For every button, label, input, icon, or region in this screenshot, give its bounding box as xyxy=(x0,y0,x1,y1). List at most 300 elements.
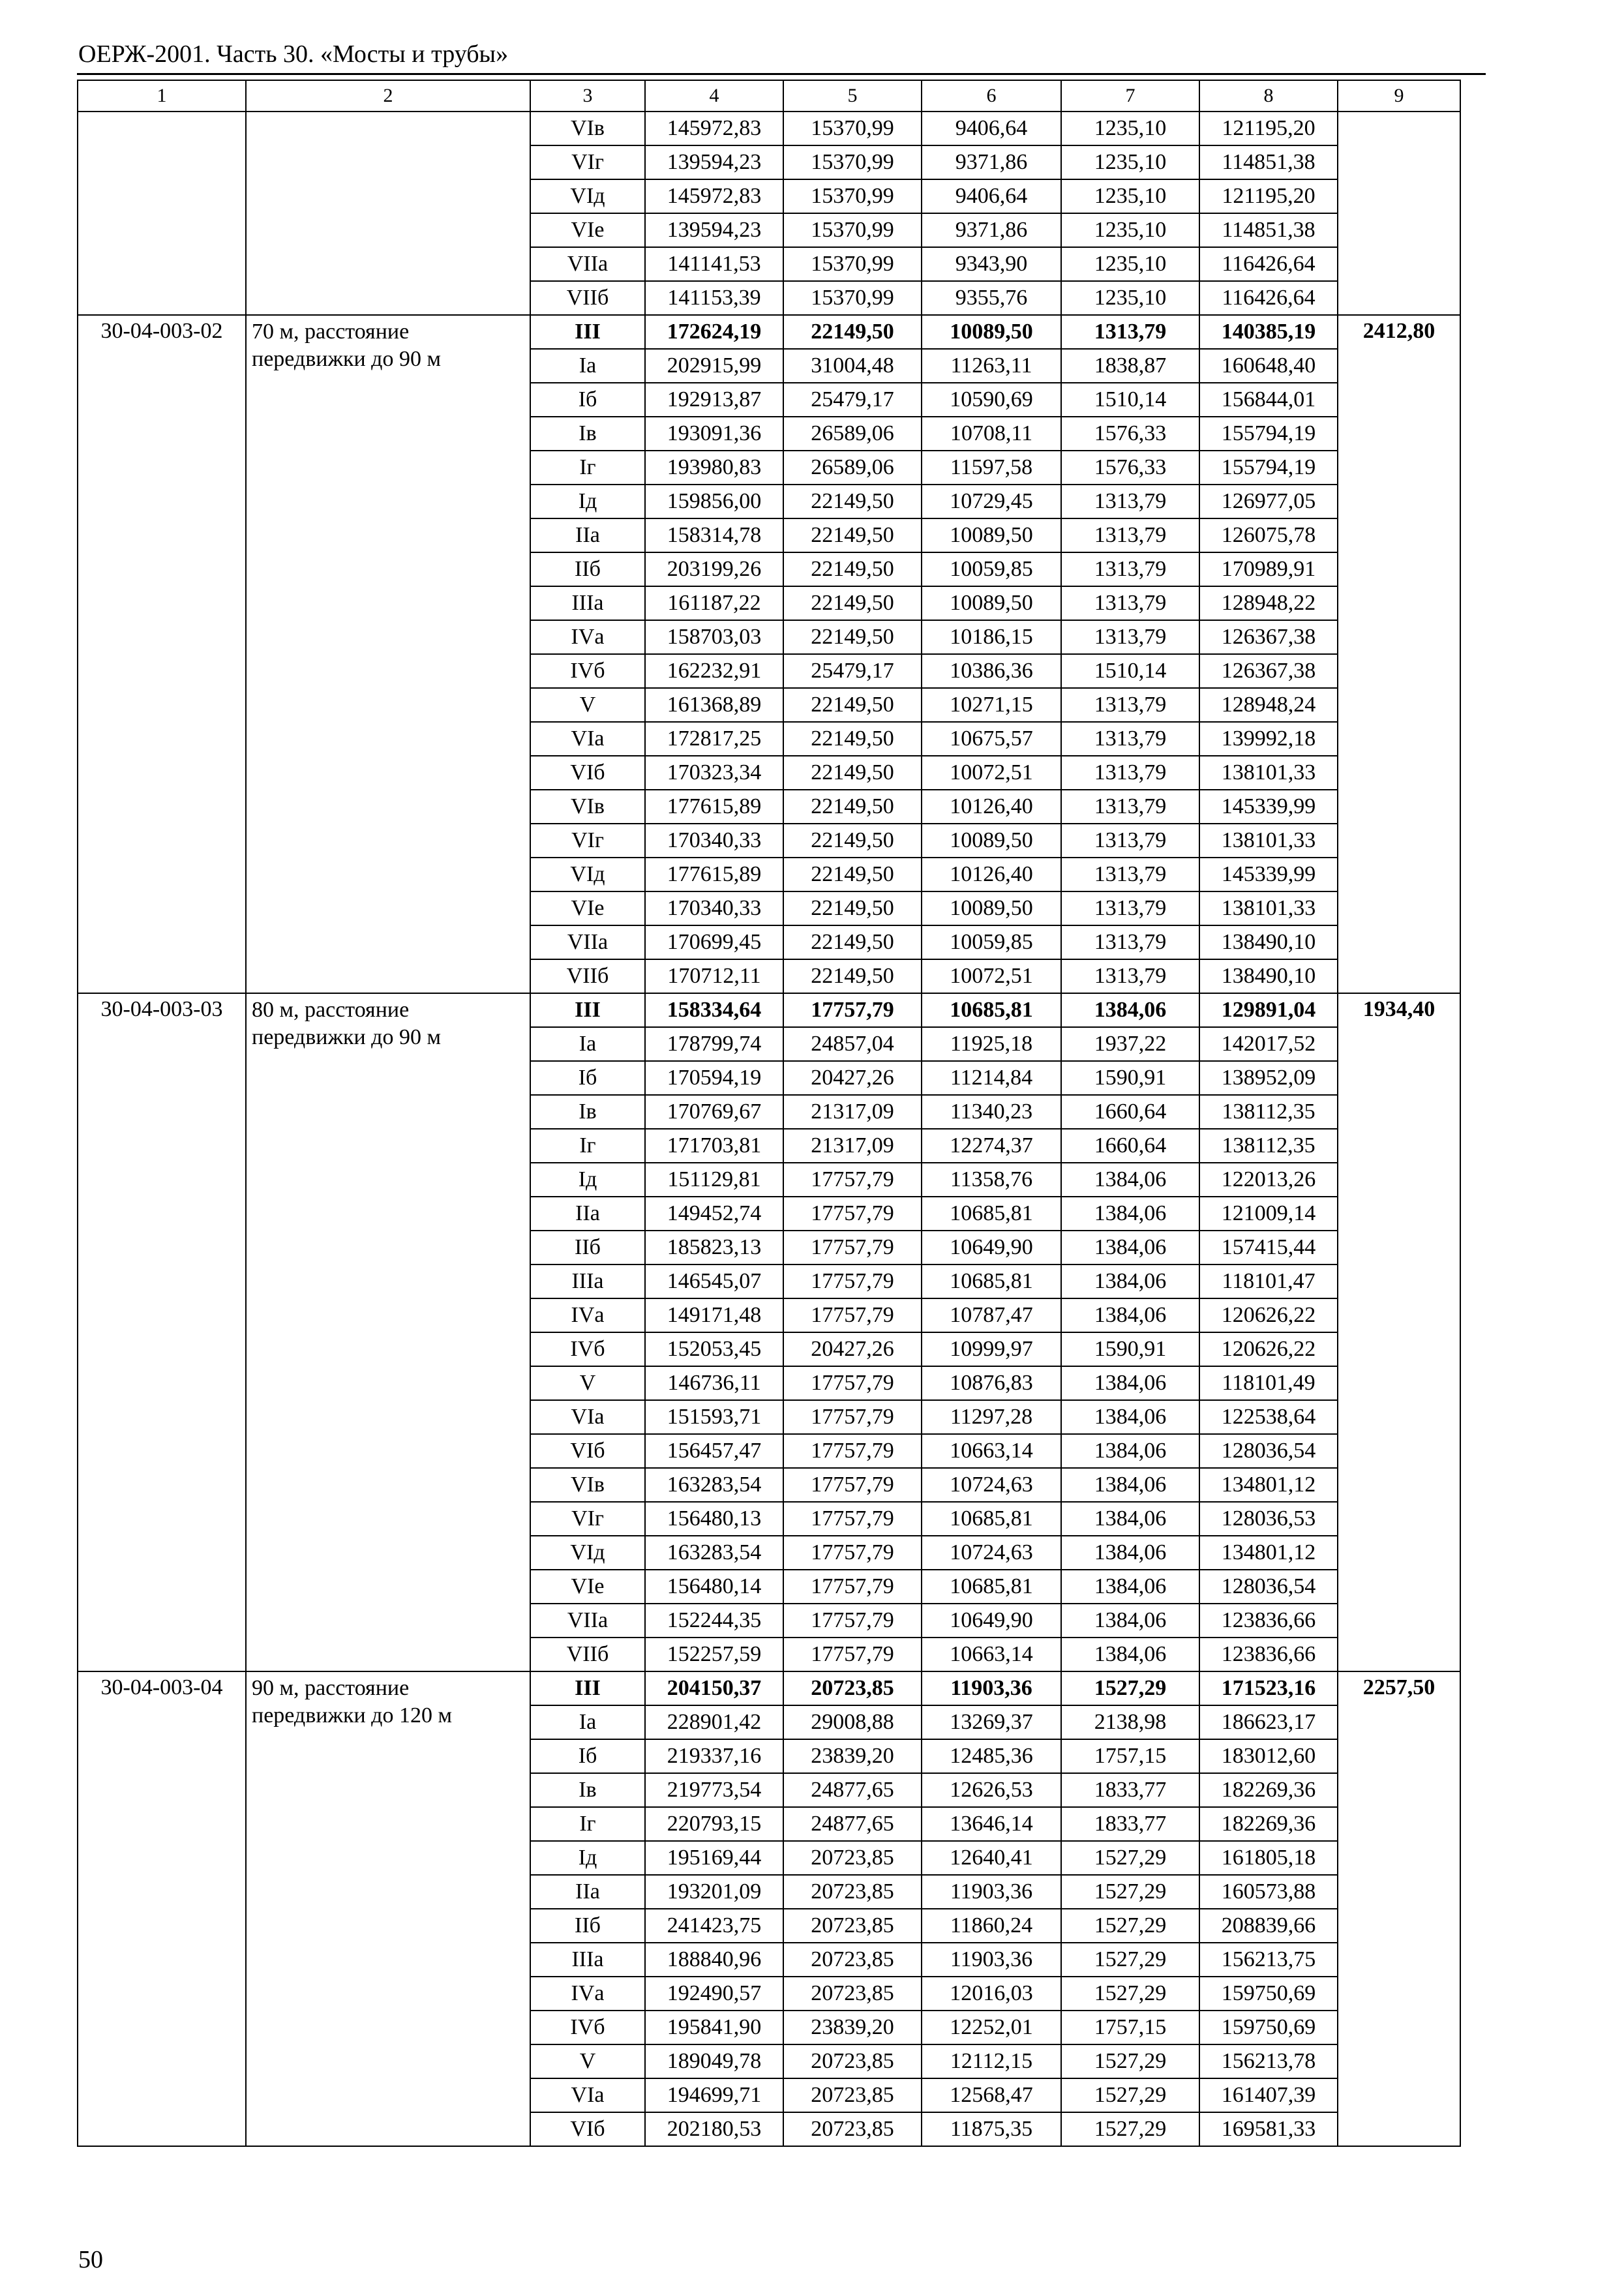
value-cell: 10126,40 xyxy=(922,858,1061,891)
condition-cell: III xyxy=(530,315,645,349)
rate-total-cell: 1934,40 xyxy=(1338,993,1460,1671)
value-cell: 11860,24 xyxy=(922,1909,1061,1943)
value-cell: 1527,29 xyxy=(1061,1909,1199,1943)
column-number-cell: 4 xyxy=(645,80,783,112)
condition-cell: VIIа xyxy=(530,925,645,959)
value-cell: 15370,99 xyxy=(783,145,922,179)
value-cell: 22149,50 xyxy=(783,790,922,824)
value-cell: 20427,26 xyxy=(783,1061,922,1095)
condition-cell: VIIб xyxy=(530,1638,645,1671)
value-cell: 149171,48 xyxy=(645,1298,783,1332)
value-cell: 141141,53 xyxy=(645,247,783,281)
value-cell: 23839,20 xyxy=(783,1739,922,1773)
value-cell: 15370,99 xyxy=(783,247,922,281)
condition-cell: IIIа xyxy=(530,1943,645,1977)
rates-table xyxy=(77,80,1461,2147)
value-cell: 163283,54 xyxy=(645,1468,783,1502)
value-cell: 11297,28 xyxy=(922,1400,1061,1434)
value-cell: 10663,14 xyxy=(922,1638,1061,1671)
value-cell: 12640,41 xyxy=(922,1841,1061,1875)
rate-code-cell: 30-04-003-03 xyxy=(78,993,246,1671)
value-cell: 11358,76 xyxy=(922,1163,1061,1197)
value-cell: 204150,37 xyxy=(645,1671,783,1705)
value-cell: 24877,65 xyxy=(783,1807,922,1841)
column-number-cell: 2 xyxy=(246,80,530,112)
value-cell: 145339,99 xyxy=(1199,790,1338,824)
value-cell: 1527,29 xyxy=(1061,1875,1199,1909)
value-cell: 10126,40 xyxy=(922,790,1061,824)
value-cell: 170340,33 xyxy=(645,824,783,858)
condition-cell: VIа xyxy=(530,1400,645,1434)
value-cell: 1313,79 xyxy=(1061,688,1199,722)
value-cell: 22149,50 xyxy=(783,722,922,756)
value-cell: 10876,83 xyxy=(922,1366,1061,1400)
value-cell: 1527,29 xyxy=(1061,1977,1199,2011)
value-cell: 17757,79 xyxy=(783,1468,922,1502)
value-cell: 17757,79 xyxy=(783,1298,922,1332)
value-cell: 116426,64 xyxy=(1199,281,1338,315)
value-cell: 182269,36 xyxy=(1199,1773,1338,1807)
value-cell: 1313,79 xyxy=(1061,925,1199,959)
value-cell: 10059,85 xyxy=(922,925,1061,959)
value-cell: 1833,77 xyxy=(1061,1807,1199,1841)
value-cell: 126367,38 xyxy=(1199,654,1338,688)
table-row xyxy=(78,112,1460,145)
value-cell: 10059,85 xyxy=(922,552,1061,586)
condition-cell: Iг xyxy=(530,451,645,485)
value-cell: 22149,50 xyxy=(783,315,922,349)
value-cell: 1590,91 xyxy=(1061,1332,1199,1366)
value-cell: 159750,69 xyxy=(1199,2011,1338,2044)
description-cell xyxy=(246,112,530,315)
value-cell: 10685,81 xyxy=(922,1264,1061,1298)
value-cell: 118101,47 xyxy=(1199,1264,1338,1298)
value-cell: 1384,06 xyxy=(1061,1638,1199,1671)
column-number-cell: 7 xyxy=(1061,80,1199,112)
value-cell: 10999,97 xyxy=(922,1332,1061,1366)
condition-cell: IVа xyxy=(530,1298,645,1332)
condition-cell: VIв xyxy=(530,112,645,145)
value-cell: 22149,50 xyxy=(783,485,922,518)
value-cell: 1313,79 xyxy=(1061,586,1199,620)
value-cell: 138101,33 xyxy=(1199,891,1338,925)
value-cell: 121009,14 xyxy=(1199,1197,1338,1231)
value-cell: 126367,38 xyxy=(1199,620,1338,654)
value-cell: 161407,39 xyxy=(1199,2078,1338,2112)
value-cell: 20723,85 xyxy=(783,2044,922,2078)
value-cell: 169581,33 xyxy=(1199,2112,1338,2146)
value-cell: 188840,96 xyxy=(645,1943,783,1977)
value-cell: 172624,19 xyxy=(645,315,783,349)
condition-cell: III xyxy=(530,993,645,1027)
value-cell: 25479,17 xyxy=(783,654,922,688)
value-cell: 145972,83 xyxy=(645,179,783,213)
value-cell: 1313,79 xyxy=(1061,722,1199,756)
value-cell: 189049,78 xyxy=(645,2044,783,2078)
value-cell: 193201,09 xyxy=(645,1875,783,1909)
value-cell: 145339,99 xyxy=(1199,858,1338,891)
value-cell: 114851,38 xyxy=(1199,213,1338,247)
value-cell: 1527,29 xyxy=(1061,1841,1199,1875)
column-number-cell: 8 xyxy=(1199,80,1338,112)
value-cell: 1384,06 xyxy=(1061,1163,1199,1197)
value-cell: 12626,53 xyxy=(922,1773,1061,1807)
value-cell: 171703,81 xyxy=(645,1129,783,1163)
value-cell: 11903,36 xyxy=(922,1943,1061,1977)
condition-cell: VIIб xyxy=(530,281,645,315)
value-cell: 1313,79 xyxy=(1061,620,1199,654)
value-cell: 1384,06 xyxy=(1061,1264,1199,1298)
value-cell: 1313,79 xyxy=(1061,315,1199,349)
value-cell: 126075,78 xyxy=(1199,518,1338,552)
value-cell: 1510,14 xyxy=(1061,654,1199,688)
value-cell: 1384,06 xyxy=(1061,1231,1199,1264)
condition-cell: V xyxy=(530,2044,645,2078)
value-cell: 15370,99 xyxy=(783,281,922,315)
condition-cell: Iв xyxy=(530,1773,645,1807)
value-cell: 21317,09 xyxy=(783,1129,922,1163)
condition-cell: IVа xyxy=(530,620,645,654)
value-cell: 10089,50 xyxy=(922,586,1061,620)
value-cell: 20723,85 xyxy=(783,2078,922,2112)
condition-cell: IVб xyxy=(530,2011,645,2044)
value-cell: 193091,36 xyxy=(645,417,783,451)
condition-cell: VIа xyxy=(530,2078,645,2112)
value-cell: 1660,64 xyxy=(1061,1095,1199,1129)
value-cell: 20723,85 xyxy=(783,1943,922,1977)
value-cell: 1384,06 xyxy=(1061,1197,1199,1231)
condition-cell: VIIа xyxy=(530,247,645,281)
value-cell: 114851,38 xyxy=(1199,145,1338,179)
value-cell: 10089,50 xyxy=(922,824,1061,858)
condition-cell: IIIа xyxy=(530,586,645,620)
condition-cell: Iг xyxy=(530,1129,645,1163)
condition-cell: VIг xyxy=(530,824,645,858)
value-cell: 11263,11 xyxy=(922,349,1061,383)
value-cell: 9355,76 xyxy=(922,281,1061,315)
value-cell: 151129,81 xyxy=(645,1163,783,1197)
condition-cell: VIд xyxy=(530,858,645,891)
value-cell: 177615,89 xyxy=(645,790,783,824)
value-cell: 120626,22 xyxy=(1199,1332,1338,1366)
value-cell: 170323,34 xyxy=(645,756,783,790)
value-cell: 11214,84 xyxy=(922,1061,1061,1095)
value-cell: 9371,86 xyxy=(922,213,1061,247)
page-number: 50 xyxy=(78,2246,103,2273)
value-cell: 1313,79 xyxy=(1061,552,1199,586)
value-cell: 1235,10 xyxy=(1061,145,1199,179)
value-cell: 178799,74 xyxy=(645,1027,783,1061)
value-cell: 163283,54 xyxy=(645,1536,783,1570)
value-cell: 170699,45 xyxy=(645,925,783,959)
condition-cell: Iв xyxy=(530,1095,645,1129)
condition-cell: VIб xyxy=(530,1434,645,1468)
condition-cell: VIв xyxy=(530,1468,645,1502)
value-cell: 22149,50 xyxy=(783,858,922,891)
rate-total-cell: 2412,80 xyxy=(1338,315,1460,993)
value-cell: 10685,81 xyxy=(922,1197,1061,1231)
value-cell: 162232,91 xyxy=(645,654,783,688)
value-cell: 17757,79 xyxy=(783,1434,922,1468)
value-cell: 219773,54 xyxy=(645,1773,783,1807)
value-cell: 17757,79 xyxy=(783,1502,922,1536)
value-cell: 12252,01 xyxy=(922,2011,1061,2044)
condition-cell: VIв xyxy=(530,790,645,824)
value-cell: 160648,40 xyxy=(1199,349,1338,383)
value-cell: 138101,33 xyxy=(1199,824,1338,858)
value-cell: 128036,53 xyxy=(1199,1502,1338,1536)
condition-cell: Iг xyxy=(530,1807,645,1841)
rate-description-cell: 90 м, расстояние передвижки до 120 м xyxy=(246,1671,530,2146)
condition-cell: IVб xyxy=(530,654,645,688)
value-cell: 17757,79 xyxy=(783,1197,922,1231)
value-cell: 10072,51 xyxy=(922,959,1061,993)
value-cell: 15370,99 xyxy=(783,179,922,213)
value-cell: 183012,60 xyxy=(1199,1739,1338,1773)
value-cell: 10724,63 xyxy=(922,1536,1061,1570)
condition-cell: VIд xyxy=(530,1536,645,1570)
condition-cell: IIа xyxy=(530,1197,645,1231)
value-cell: 192913,87 xyxy=(645,383,783,417)
value-cell: 10685,81 xyxy=(922,1502,1061,1536)
value-cell: 10089,50 xyxy=(922,315,1061,349)
value-cell: 10787,47 xyxy=(922,1298,1061,1332)
value-cell: 118101,49 xyxy=(1199,1366,1338,1400)
value-cell: 1384,06 xyxy=(1061,1502,1199,1536)
value-cell: 1384,06 xyxy=(1061,1570,1199,1604)
value-cell: 170340,33 xyxy=(645,891,783,925)
value-cell: 20723,85 xyxy=(783,1841,922,1875)
value-cell: 15370,99 xyxy=(783,213,922,247)
value-cell: 139992,18 xyxy=(1199,722,1338,756)
value-cell: 202915,99 xyxy=(645,349,783,383)
value-cell: 22149,50 xyxy=(783,891,922,925)
value-cell: 121195,20 xyxy=(1199,179,1338,213)
value-cell: 194699,71 xyxy=(645,2078,783,2112)
rate-description-cell: 80 м, расстояние передвижки до 90 м xyxy=(246,993,530,1671)
value-cell: 15370,99 xyxy=(783,112,922,145)
condition-cell: Iб xyxy=(530,1061,645,1095)
value-cell: 193980,83 xyxy=(645,451,783,485)
value-cell: 11925,18 xyxy=(922,1027,1061,1061)
value-cell: 1235,10 xyxy=(1061,281,1199,315)
condition-cell: VIIб xyxy=(530,959,645,993)
value-cell: 1235,10 xyxy=(1061,247,1199,281)
value-cell: 1590,91 xyxy=(1061,1061,1199,1095)
value-cell: 22149,50 xyxy=(783,620,922,654)
value-cell: 1527,29 xyxy=(1061,2078,1199,2112)
value-cell: 158703,03 xyxy=(645,620,783,654)
value-cell: 149452,74 xyxy=(645,1197,783,1231)
value-cell: 170989,91 xyxy=(1199,552,1338,586)
value-cell: 10072,51 xyxy=(922,756,1061,790)
value-cell: 156844,01 xyxy=(1199,383,1338,417)
condition-cell: V xyxy=(530,688,645,722)
value-cell: 12568,47 xyxy=(922,2078,1061,2112)
condition-cell: IIIа xyxy=(530,1264,645,1298)
value-cell: 10649,90 xyxy=(922,1604,1061,1638)
value-cell: 17757,79 xyxy=(783,1163,922,1197)
table-body xyxy=(78,80,1460,2146)
value-cell: 161187,22 xyxy=(645,586,783,620)
value-cell: 146736,11 xyxy=(645,1366,783,1400)
condition-cell: VIб xyxy=(530,2112,645,2146)
value-cell: 122013,26 xyxy=(1199,1163,1338,1197)
value-cell: 123836,66 xyxy=(1199,1638,1338,1671)
value-cell: 1235,10 xyxy=(1061,179,1199,213)
value-cell: 156213,75 xyxy=(1199,1943,1338,1977)
value-cell: 11903,36 xyxy=(922,1875,1061,1909)
value-cell: 1384,06 xyxy=(1061,1604,1199,1638)
value-cell: 1384,06 xyxy=(1061,1366,1199,1400)
value-cell: 10729,45 xyxy=(922,485,1061,518)
value-cell: 220793,15 xyxy=(645,1807,783,1841)
value-cell: 1313,79 xyxy=(1061,756,1199,790)
condition-cell: IIа xyxy=(530,518,645,552)
value-cell: 1384,06 xyxy=(1061,1298,1199,1332)
value-cell: 140385,19 xyxy=(1199,315,1338,349)
value-cell: 129891,04 xyxy=(1199,993,1338,1027)
condition-cell: VIе xyxy=(530,1570,645,1604)
value-cell: 20723,85 xyxy=(783,1977,922,2011)
value-cell: 120626,22 xyxy=(1199,1298,1338,1332)
value-cell: 208839,66 xyxy=(1199,1909,1338,1943)
value-cell: 22149,50 xyxy=(783,824,922,858)
value-cell: 10089,50 xyxy=(922,891,1061,925)
condition-cell: Iд xyxy=(530,485,645,518)
value-cell: 155794,19 xyxy=(1199,451,1338,485)
value-cell: 156480,14 xyxy=(645,1570,783,1604)
condition-cell: Iа xyxy=(530,349,645,383)
value-cell: 10089,50 xyxy=(922,518,1061,552)
value-cell: 170712,11 xyxy=(645,959,783,993)
condition-cell: Iа xyxy=(530,1705,645,1739)
condition-cell: IIа xyxy=(530,1875,645,1909)
value-cell: 156213,78 xyxy=(1199,2044,1338,2078)
value-cell: 1384,06 xyxy=(1061,993,1199,1027)
value-cell: 9371,86 xyxy=(922,145,1061,179)
value-cell: 10386,36 xyxy=(922,654,1061,688)
value-cell: 1313,79 xyxy=(1061,891,1199,925)
value-cell: 134801,12 xyxy=(1199,1468,1338,1502)
value-cell: 128036,54 xyxy=(1199,1434,1338,1468)
value-cell: 22149,50 xyxy=(783,552,922,586)
value-cell: 128036,54 xyxy=(1199,1570,1338,1604)
value-cell: 1313,79 xyxy=(1061,518,1199,552)
value-cell: 123836,66 xyxy=(1199,1604,1338,1638)
value-cell: 145972,83 xyxy=(645,112,783,145)
value-cell: 122538,64 xyxy=(1199,1400,1338,1434)
value-cell: 170769,67 xyxy=(645,1095,783,1129)
value-cell: 1576,33 xyxy=(1061,417,1199,451)
value-cell: 138101,33 xyxy=(1199,756,1338,790)
value-cell: 195841,90 xyxy=(645,2011,783,2044)
value-cell: 1527,29 xyxy=(1061,1943,1199,1977)
value-cell: 228901,42 xyxy=(645,1705,783,1739)
page-header-title: ОЕРЖ-2001. Часть 30. «Мосты и трубы» xyxy=(78,40,509,68)
value-cell: 11340,23 xyxy=(922,1095,1061,1129)
value-cell: 1384,06 xyxy=(1061,1434,1199,1468)
condition-cell: VIIа xyxy=(530,1604,645,1638)
value-cell: 17757,79 xyxy=(783,1638,922,1671)
value-cell: 17757,79 xyxy=(783,1264,922,1298)
condition-cell: IVа xyxy=(530,1977,645,2011)
value-cell: 128948,24 xyxy=(1199,688,1338,722)
value-cell: 22149,50 xyxy=(783,959,922,993)
value-cell: 158314,78 xyxy=(645,518,783,552)
value-cell: 10186,15 xyxy=(922,620,1061,654)
rate-code-cell: 30-04-003-04 xyxy=(78,1671,246,2146)
value-cell: 202180,53 xyxy=(645,2112,783,2146)
value-cell: 116426,64 xyxy=(1199,247,1338,281)
condition-cell: Iб xyxy=(530,383,645,417)
value-cell: 138112,35 xyxy=(1199,1129,1338,1163)
value-cell: 20427,26 xyxy=(783,1332,922,1366)
header-rule xyxy=(77,73,1486,75)
value-cell: 152257,59 xyxy=(645,1638,783,1671)
value-cell: 171523,16 xyxy=(1199,1671,1338,1705)
value-cell: 128948,22 xyxy=(1199,586,1338,620)
rate-total-cell: 2257,50 xyxy=(1338,1671,1460,2146)
table-row xyxy=(78,1671,1460,1705)
value-cell: 241423,75 xyxy=(645,1909,783,1943)
condition-cell: III xyxy=(530,1671,645,1705)
column-number-cell: 9 xyxy=(1338,80,1460,112)
value-cell: 17757,79 xyxy=(783,1231,922,1264)
value-cell: 1235,10 xyxy=(1061,213,1199,247)
column-number-cell: 5 xyxy=(783,80,922,112)
value-cell: 10271,15 xyxy=(922,688,1061,722)
column-number-row xyxy=(78,80,1460,112)
value-cell: 159856,00 xyxy=(645,485,783,518)
value-cell: 1313,79 xyxy=(1061,959,1199,993)
code-cell xyxy=(78,112,246,315)
value-cell: 159750,69 xyxy=(1199,1977,1338,2011)
value-cell: 160573,88 xyxy=(1199,1875,1338,1909)
rate-description-cell: 70 м, расстояние передвижки до 90 м xyxy=(246,315,530,993)
value-cell: 142017,52 xyxy=(1199,1027,1338,1061)
condition-cell: VIг xyxy=(530,1502,645,1536)
condition-cell: Iд xyxy=(530,1163,645,1197)
value-cell: 1838,87 xyxy=(1061,349,1199,383)
value-cell: 141153,39 xyxy=(645,281,783,315)
value-cell: 25479,17 xyxy=(783,383,922,417)
value-cell: 1313,79 xyxy=(1061,485,1199,518)
value-cell: 10685,81 xyxy=(922,1570,1061,1604)
value-cell: 121195,20 xyxy=(1199,112,1338,145)
condition-cell: VIе xyxy=(530,891,645,925)
value-cell: 11597,58 xyxy=(922,451,1061,485)
value-cell: 17757,79 xyxy=(783,1536,922,1570)
condition-cell: VIа xyxy=(530,722,645,756)
condition-cell: IVб xyxy=(530,1332,645,1366)
value-cell: 24877,65 xyxy=(783,1773,922,1807)
value-cell: 12274,37 xyxy=(922,1129,1061,1163)
value-cell: 138490,10 xyxy=(1199,925,1338,959)
value-cell: 126977,05 xyxy=(1199,485,1338,518)
value-cell: 192490,57 xyxy=(645,1977,783,2011)
column-number-cell: 3 xyxy=(530,80,645,112)
condition-cell: V xyxy=(530,1366,645,1400)
value-cell: 10724,63 xyxy=(922,1468,1061,1502)
value-cell: 13269,37 xyxy=(922,1705,1061,1739)
value-cell: 1384,06 xyxy=(1061,1468,1199,1502)
value-cell: 17757,79 xyxy=(783,993,922,1027)
value-cell: 9406,64 xyxy=(922,112,1061,145)
total-cell xyxy=(1338,112,1460,315)
value-cell: 20723,85 xyxy=(783,1909,922,1943)
value-cell: 12112,15 xyxy=(922,2044,1061,2078)
